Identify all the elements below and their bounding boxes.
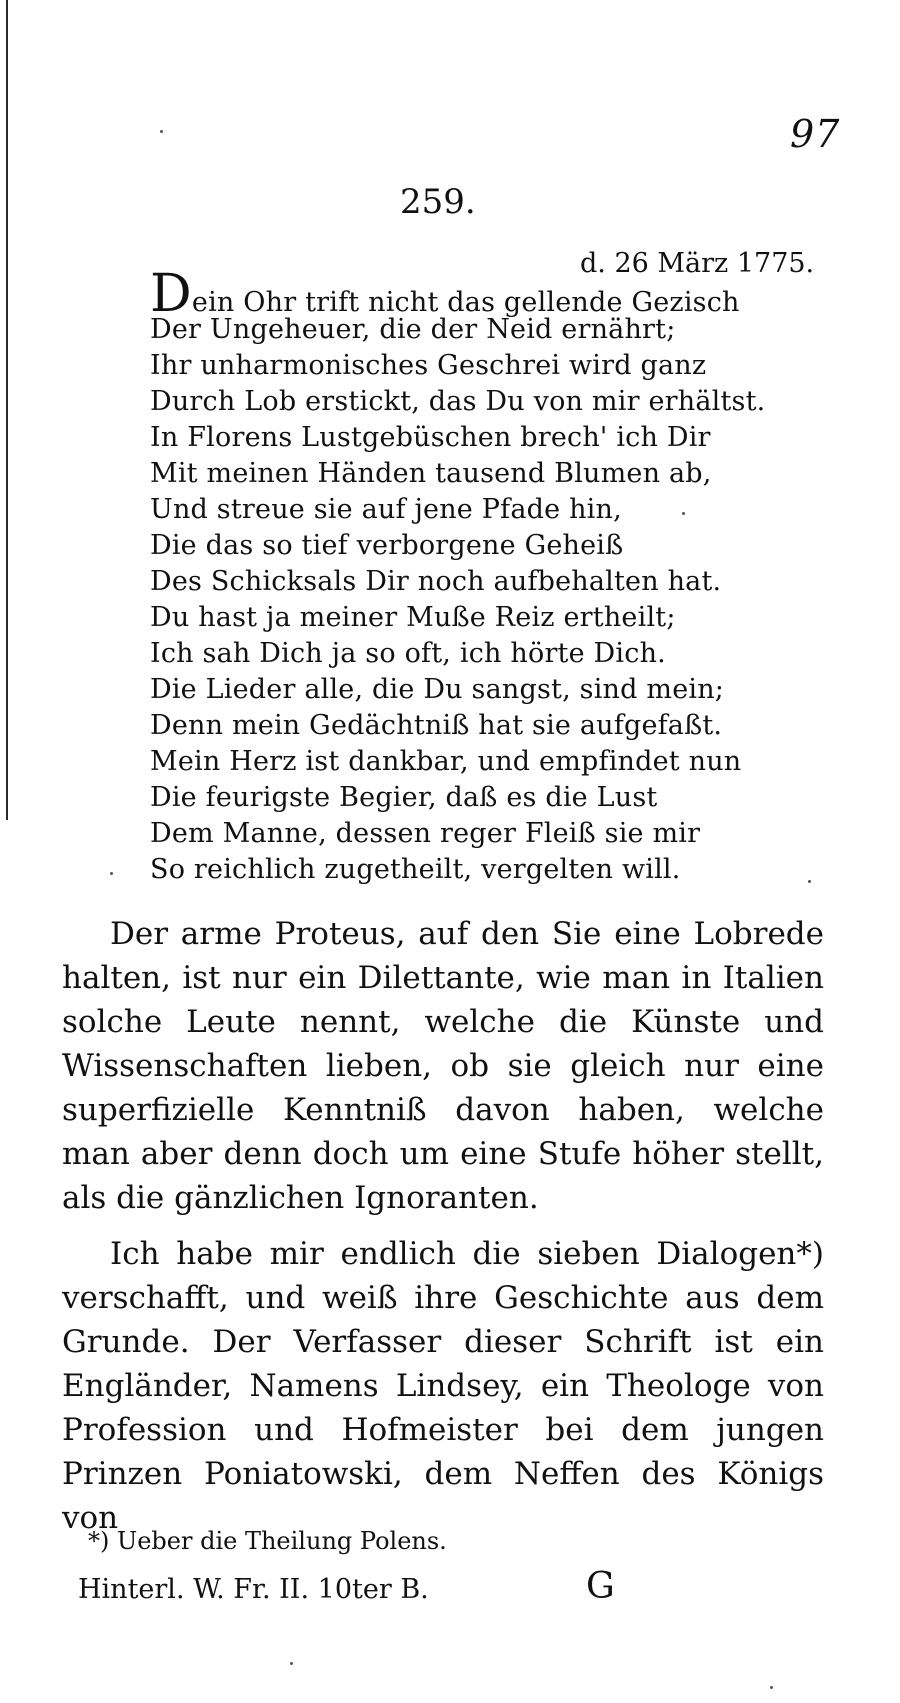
footnote: *) Ueber die Theilung Polens. xyxy=(88,1527,447,1555)
poem-line: Der Ungeheuer, die der Neid ernährt; xyxy=(150,314,676,345)
poem-line: Die feurigste Begier, daß es die Lust xyxy=(150,782,658,813)
scan-speck xyxy=(770,1686,773,1689)
scan-speck xyxy=(682,512,685,515)
poem-line: Die Lieder alle, die Du sangst, sind mein; xyxy=(150,674,725,705)
page-edge-line xyxy=(6,0,8,820)
scan-speck xyxy=(110,872,113,875)
poem-line: Ihr unharmonisches Geschrei wird ganz xyxy=(150,350,707,381)
page-number: 97 xyxy=(790,112,841,156)
poem-line: Die das so tief verborgene Geheiß xyxy=(150,530,624,561)
poem xyxy=(150,264,870,888)
poem-line: Durch Lob erstickt, das Du von mir erhältst. xyxy=(150,386,766,417)
poem-line: Und streue sie auf jene Pfade hin, xyxy=(150,494,622,525)
poem-line: In Florens Lustgebüschen brech' ich Dir xyxy=(150,422,711,453)
poem-line: Des Schicksals Dir noch aufbehalten hat. xyxy=(150,566,722,597)
letter-date: d. 26 März 1775. xyxy=(580,248,815,279)
poem-line: Mein Herz ist dankbar, und empfindet nun xyxy=(150,746,742,777)
scan-speck xyxy=(808,880,811,883)
poem-line: Denn mein Gedächtniß hat sie aufgefaßt. xyxy=(150,710,723,741)
poem-line: Dem Manne, dessen reger Fleiß sie mir xyxy=(150,818,701,849)
poem-line: So reichlich zugetheilt, vergelten will. xyxy=(150,854,681,885)
poem-line: Mit meinen Händen tausend Blumen ab, xyxy=(150,458,712,489)
scan-speck xyxy=(290,1662,293,1665)
body-paragraph: Ich habe mir endlich die sieben Dialogen*) verschafft, und weiß ihre Geschichte aus dem Grunde. Der Verfasser dieser Schrift ist ein Engländer, Namens Lindsey, ein Theologe von Profession und Hofmeister bei dem jungen Prinzen Poniatowski, dem Neffen des Königs von xyxy=(62,1236,824,1536)
poem-line: Ich sah Dich ja so oft, ich hörte Dich. xyxy=(150,638,666,669)
poem-line: Du hast ja meiner Muße Reiz ertheilt; xyxy=(150,602,676,633)
signature-imprint: Hinterl. W. Fr. II. 10ter B. xyxy=(78,1574,429,1605)
body-paragraph: Der arme Proteus, auf den Sie eine Lobrede halten, ist nur ein Dilettante, wie man in Italien solche Leute nennt, welche die Künste und Wissenschaften lieben, ob sie gleich nur eine superfizielle Kenntniß davon haben, welche man aber denn doch um eine Stufe höher stellt, als die gänzlichen Ignoranten. xyxy=(62,916,824,1216)
scan-speck xyxy=(160,130,163,133)
letter-number: 259. xyxy=(400,182,476,222)
poem-line: Dein Ohr trift nicht das gellende Gezisch xyxy=(150,264,740,324)
signature-mark: G xyxy=(586,1566,615,1607)
